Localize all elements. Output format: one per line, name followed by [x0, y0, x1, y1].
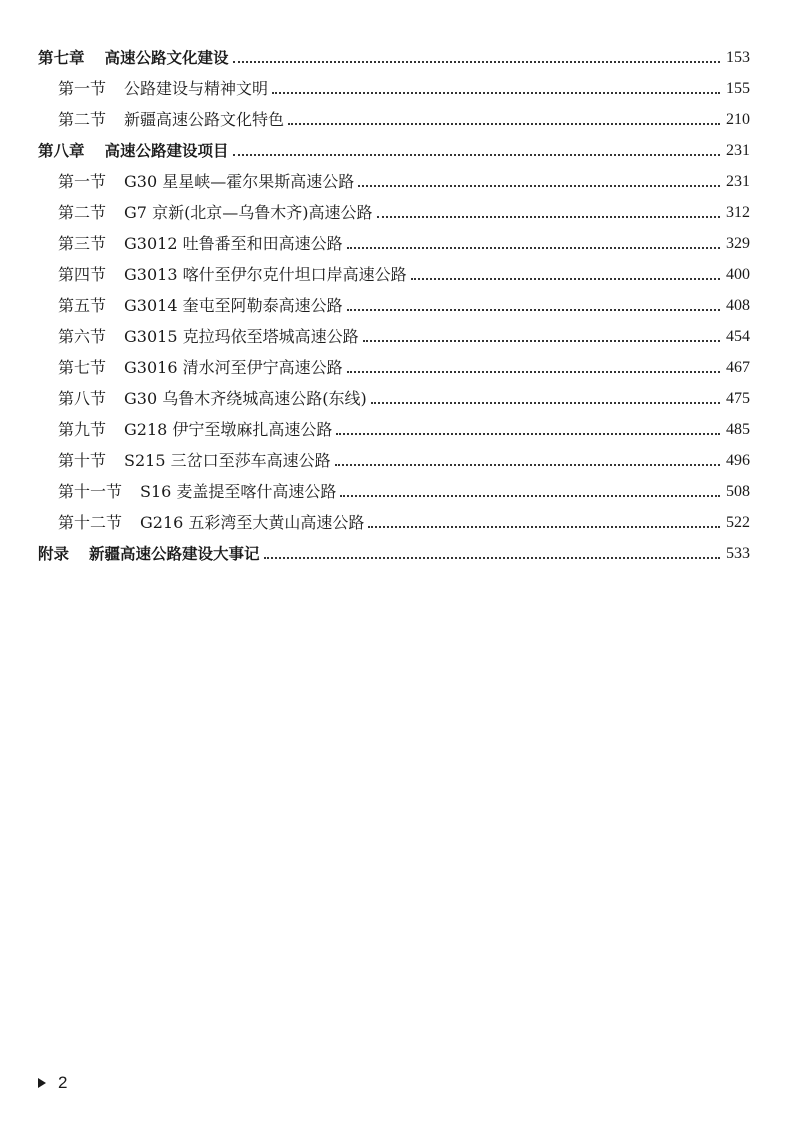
toc-section[interactable] [38, 228, 750, 259]
toc-label: 第一节 [58, 78, 107, 98]
page-footer [38, 1073, 67, 1093]
toc-title: G30 星星峡—霍尔果斯高速公路 [124, 171, 355, 191]
dot-leader [272, 92, 720, 94]
toc-label: 第八节 [58, 388, 107, 408]
toc-label: 第八章 [38, 141, 85, 160]
dot-leader [336, 433, 720, 435]
toc-label: 第六节 [58, 326, 107, 346]
toc-label: 第二节 [58, 109, 107, 129]
toc-title: 高速公路文化建设 [104, 48, 229, 67]
toc-page-number: 408 [726, 296, 750, 314]
toc-title: G3012 吐鲁番至和田高速公路 [124, 233, 343, 253]
toc-page-number: 329 [726, 234, 750, 252]
dot-leader [347, 371, 720, 373]
toc-title: 公路建设与精神文明 [124, 78, 269, 98]
toc-label: 第二节 [58, 202, 107, 222]
toc-page-number: 485 [726, 420, 750, 438]
toc-section[interactable] [38, 352, 750, 383]
toc-section[interactable] [38, 104, 750, 135]
dot-leader [264, 557, 720, 559]
toc-page-number: 231 [726, 172, 750, 190]
toc-page-number: 312 [726, 203, 750, 221]
toc-section[interactable] [38, 166, 750, 197]
dot-leader [340, 495, 720, 497]
toc-page-number: 400 [726, 265, 750, 283]
toc-title: S215 三岔口至莎车高速公路 [124, 450, 331, 470]
toc-chapter-8[interactable] [38, 135, 750, 166]
toc-title: G3016 清水河至伊宁高速公路 [124, 357, 343, 377]
toc-page-number: 508 [726, 482, 750, 500]
dot-leader [288, 123, 720, 125]
triangle-right-icon [38, 1078, 46, 1088]
toc-label: 第一节 [58, 171, 107, 191]
toc-label: 第十节 [58, 450, 107, 470]
dot-leader [358, 185, 720, 187]
toc-title: 新疆高速公路建设大事记 [89, 544, 260, 563]
toc-page-number: 210 [726, 110, 750, 128]
dot-leader [411, 278, 720, 280]
footer-page-number: 2 [58, 1073, 68, 1092]
toc-title: G3014 奎屯至阿勒泰高速公路 [124, 295, 343, 315]
toc-section[interactable] [38, 197, 750, 228]
toc-label: 第十一节 [58, 481, 123, 501]
dot-leader [233, 61, 720, 63]
toc-section[interactable] [38, 507, 750, 538]
toc-title: 新疆高速公路文化特色 [124, 109, 285, 129]
dot-leader [347, 309, 720, 311]
dot-leader [363, 340, 720, 342]
toc-section[interactable] [38, 321, 750, 352]
toc-title: G3013 喀什至伊尔克什坦口岸高速公路 [124, 264, 407, 284]
dot-leader [377, 216, 720, 218]
toc-label: 第四节 [58, 264, 107, 284]
dot-leader [368, 526, 720, 528]
toc-section[interactable] [38, 259, 750, 290]
toc-page-number: 475 [726, 389, 750, 407]
toc-appendix[interactable] [38, 538, 750, 569]
toc-title: S16 麦盖提至喀什高速公路 [140, 481, 337, 501]
table-of-contents [38, 42, 750, 569]
toc-label: 附录 [38, 544, 70, 563]
dot-leader [347, 247, 720, 249]
toc-title: G216 五彩湾至大黄山高速公路 [140, 512, 365, 532]
dot-leader [233, 154, 720, 156]
toc-title: G218 伊宁至墩麻扎高速公路 [124, 419, 333, 439]
toc-page-number: 153 [726, 48, 750, 66]
toc-section[interactable] [38, 414, 750, 445]
toc-section[interactable] [38, 290, 750, 321]
toc-label: 第七章 [38, 48, 85, 67]
toc-page-number: 533 [726, 544, 750, 562]
toc-section[interactable] [38, 476, 750, 507]
toc-title: G7 京新(北京—乌鲁木齐)高速公路 [124, 202, 373, 222]
toc-page-number: 467 [726, 358, 750, 376]
toc-chapter-7[interactable] [38, 42, 750, 73]
toc-page-number: 155 [726, 79, 750, 97]
toc-section[interactable] [38, 383, 750, 414]
toc-page-number: 522 [726, 513, 750, 531]
toc-title: G30 乌鲁木齐绕城高速公路(东线) [124, 388, 367, 408]
dot-leader [335, 464, 720, 466]
toc-label: 第九节 [58, 419, 107, 439]
toc-page-number: 496 [726, 451, 750, 469]
toc-title: 高速公路建设项目 [104, 141, 229, 160]
toc-section[interactable] [38, 445, 750, 476]
toc-label: 第七节 [58, 357, 107, 377]
toc-section[interactable] [38, 73, 750, 104]
toc-label: 第十二节 [58, 512, 123, 532]
toc-label: 第三节 [58, 233, 107, 253]
dot-leader [371, 402, 720, 404]
toc-title: G3015 克拉玛依至塔城高速公路 [124, 326, 359, 346]
toc-page-number: 454 [726, 327, 750, 345]
toc-page-number: 231 [726, 141, 750, 159]
toc-label: 第五节 [58, 295, 107, 315]
